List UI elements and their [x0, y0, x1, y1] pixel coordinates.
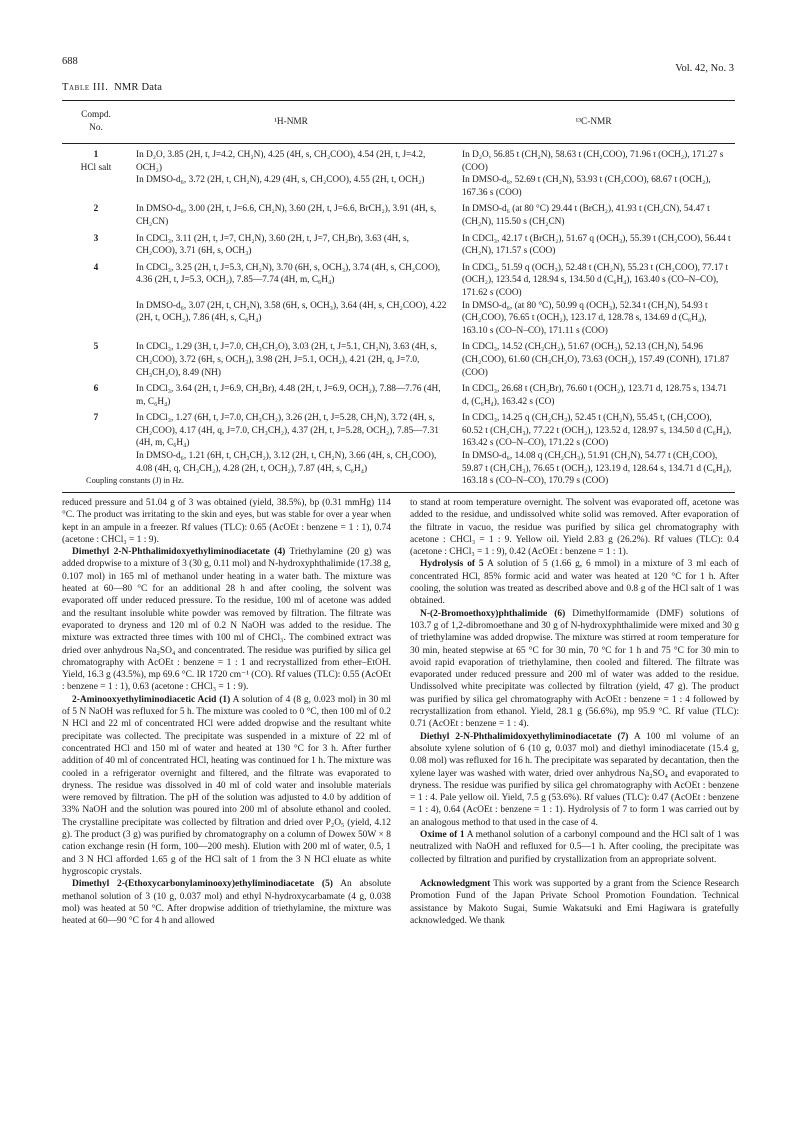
compound-number: 5	[93, 342, 99, 353]
compound-number-cell	[62, 337, 130, 379]
volume-label: Vol. 42, No. 3	[675, 63, 734, 74]
c-nmr-cell: In DMSO-d₆ (at 80 °C) 29.44 t (BrCH₂), 41.93 t (CH₂CN), 54.47 t (CH₂N), 115.50 s (CH₂CN)	[462, 204, 710, 227]
section-text: A methanol solution of a carbonyl compound and the HCl salt of 1 was neutralized with NaOH and refluxed for 0.5—1 h. After cooling, the precipitate was collected by filtration and purified by crystallization from an appropriate solvent.	[410, 830, 739, 865]
section-heading: Dimethyl 2-N-Phthalimidoxyethyliminodiacetate (4)	[72, 547, 286, 558]
section-heading: Hydrolysis of 5	[420, 559, 484, 570]
h-nmr-cell: In DMSO-d₆, 3.07 (2H, t, CH₂N), 3.58 (6H, s, OCH₃), 3.64 (4H, s, CH₂COO), 4.22 (2H, t, OCH₂), 7.86 (4H, s, C₆H₄)	[136, 300, 447, 324]
section-text: A solution of 5 (1.66 g, 6 mmol) in a mixture of 3 ml each of concentrated HCl, 85% formic acid and water was heated at 120 °C for 1 h. After cooling, the solution was treated as described above and 0.8 g of the HCl salt of 1 was obtained.	[410, 559, 740, 607]
compound-number: 2	[93, 204, 99, 215]
header-compd-line2: No.	[89, 123, 103, 133]
h-nmr-cell: In DMSO-d₆, 1.21 (6H, t, CH₃CH₂), 3.12 (2H, t, CH₂N), 3.66 (4H, s, CH₂COO), 4.08 (4H, q, CH₃CH₂), 4.28 (2H, t, OCH₂), 7.87 (4H, s, C₆H₄)	[130, 450, 452, 492]
compound-number-cell	[62, 450, 130, 492]
table-body	[62, 144, 735, 493]
compound-number: 6	[93, 384, 99, 395]
h-nmr-cell: In DMSO-d₆, 3.72 (2H, t, CH₂N), 4.29 (4H, s, CH₂COO), 4.55 (2H, t, OCH₂)	[136, 175, 425, 186]
table-row	[62, 258, 735, 300]
section-text: A solution of 4 (8 g, 0.023 mol) in 30 ml of 5 N NaOH was refluxed for 5 h. The mixture was cooled to 0 °C, then 100 ml of 0.2 N HCl and 22 ml of concentrated HCl were added dropwise and the resultant white precipitate was collected. The precipitate was suspended in a mixture of 22 ml of concentrated HCl and 150 ml of water and heated at 130 °C for 3 h. After further addition of 40 ml of concentrated HCl, heating was continued for 1 h. The mixture was cooled in a refrigerator overnight and filtered, and the filtrate was evaporated to dryness. The residue was dissolved in 40 ml of cold water and insoluble materials were removed by filtration. The pH of the solution was adjusted to 4.0 by addition of 33% NaOH and the solution was poured into 200 ml of absolute ethanol and cooled. The crystalline precipitate was collected by filtration and dried over P₂O₅ (yield, 4.12 g). The product (3 g) was purified by chromatography on a column of Dowex 50W × 8 cation exchange resin (H form, 100—200 mesh). Elution with 200 ml of water, 0.5, 1 and 3 N HCl afforded 1.65 g of the HCl salt of 1 from the 3 N HCl eluate as white hygroscopic crystals.	[62, 694, 392, 877]
c-nmr-cell: In CDCl₃, 14.52 (CH₃CH₂), 51.67 (OCH₃), 52.13 (CH₂N), 54.96 (CH₂COO), 61.60 (CH₃CH₂O), 73.63 (OCH₂), 157.49 (CONH), 171.87 (COO)	[462, 342, 730, 378]
section-5	[62, 878, 391, 927]
compound-number-cell	[62, 258, 130, 300]
table-row	[62, 174, 735, 199]
h-nmr-cell: In CDCl₃, 1.27 (6H, t, J=7.0, CH₃CH₂), 3.26 (2H, t, J=5.28, CH₂N), 3.72 (4H, s, CH₂COO), 4.17 (4H, q, J=7.0, CH₃CH₂), 4.37 (2H, t, J=5.28, OCH₂), 7.85—7.31 (4H, m, C₆H₄)	[136, 413, 439, 449]
h-nmr-cell: In DMSO-d₆, 3.00 (2H, t, J=6.6, CH₂N), 3.60 (2H, t, J=6.6, BrCH₂), 3.91 (4H, s, CH₂CN)	[136, 204, 437, 227]
h-nmr-cell: In CDCl₃, 1.29 (3H, t, J=7.0, CH₃CH₂O), 3.03 (2H, t, J=5.1, CH₂N), 3.63 (4H, s, CH₂COO), 3.72 (6H, s, OCH₃), 3.98 (2H, J=5.1, OCH₂), 4.21 (2H, q, J=7.0, CH₃CH₂O), 8.49 (NH)	[136, 342, 437, 378]
compound-number-cell	[62, 379, 130, 408]
section-heading: 2-Aminooxyethyliminodiacetic Acid (1)	[72, 694, 231, 705]
section-hydrolysis-5	[410, 558, 739, 607]
compound-number: 1	[93, 150, 99, 160]
c-nmr-cell: In DMSO-d₆, 14.08 q (CH₂CH₃), 51.91 (CH₂N), 54.77 t (CH₂COO), 59.87 t (CH₂CH₃), 76.65 t (OCH₂), 123.19 d, 128.64 s, 134.71 d (C₆H₄), 163.18 s (CO–N–CO), 170.79 s (COO)	[452, 450, 735, 492]
c-nmr-cell: In DMSO-d₆, (at 80 °C), 50.99 q (OCH₃), 52.34 t (CH₂N), 54.93 t (CH₂COO), 76.65 t (OCH₂), 123.17 d, 128.78 s, 134.69 d (C₆H₄), 163.10 s (CO–N–CO), 171.11 s (COO)	[462, 300, 708, 336]
table-row	[62, 199, 735, 228]
h-nmr-cell: In D₂O, 3.85 (2H, t, J=4.2, CH₂N), 4.25 (4H, s, CH₂COO), 4.54 (2H, t, J=4.2, OCH₂)	[136, 150, 426, 173]
c-nmr-cell: In D₂O, 56.85 t (CH₂N), 58.63 t (CH₂COO), 71.96 t (OCH₂), 171.27 s (COO)	[462, 150, 724, 173]
compound-number: 3	[93, 233, 99, 244]
section-text: A 100 ml volume of an absolute xylene solution of 6 (10 g, 0.037 mol) and diethyl iminodiacetate (15.4 g, 0.08 mol) was refluxed for 16 h. The precipitate was separated by decantation, then the xylene layer was washed with water, dried over anhydrous Na₂SO₄ and evaporated to dryness. The residue was purified by silica gel chromatography with AcOEt : benzene = 1 : 4. Pale yellow oil. Yield, 7.5 g (53.6%). Rf values (TLC): 0.47 (AcOEt : benzene = 1 : 4), 0.64 (AcOEt : benzene = 1 : 1). Hydrolysis of 7 to form 1 was carried out by an analogous method to that used in the case of 4.	[410, 731, 740, 828]
header-compd	[62, 101, 130, 144]
table-row	[62, 144, 735, 175]
page-number: 688	[62, 56, 78, 67]
compound-number-cell	[62, 300, 130, 338]
paragraph: to stand at room temperature overnight. The solvent was evaporated off, acetone was added to the residue, and undissolved white solid was removed. After evaporation of the filtrate in vacuo, the residue was purified by silica gel chromatography with acetone : CHCl₃ = 1 : 9. Yellow oil. Yield 2.83 g (26.2%). Rf values (TLC): 0.4 (acetone : CHCl₃ = 1 : 9), 0.42 (AcOEt : benzene = 1 : 1).	[410, 498, 739, 558]
compound-number: 4	[93, 262, 99, 273]
section-heading: N-(2-Bromoethoxy)phthalimide (6)	[420, 608, 566, 619]
table-caption-label: Table III.	[62, 82, 109, 93]
table-row	[62, 408, 735, 450]
c-nmr-cell: In CDCl₃, 14.25 q (CH₂CH₃), 52.45 t (CH₂N), 55.45 t, (CH₂COO), 60.52 t (CH₂CH₃), 77.22 t (OCH₂), 123.52 d, 128.97 s, 134.50 d (C₆H₄), 163.42 s (CO–N–CO), 171.22 s (COO)	[462, 413, 732, 449]
compound-number-cell	[62, 229, 130, 258]
section-6	[410, 608, 739, 731]
right-text-column	[410, 497, 739, 927]
table-row	[62, 300, 735, 338]
h-nmr-cell: In CDCl₃, 3.25 (2H, t, J=5.3, CH₂N), 3.70 (6H, s, OCH₃), 3.74 (4H, s, CH₂COO), 4.36 (2H, t, J=5.3, OCH₂), 7.85—7.74 (4H, m, C₆H₄)	[136, 262, 441, 286]
spacer	[410, 866, 739, 878]
h-nmr-cell: In CDCl₃, 3.64 (2H, t, J=6.9, CH₂Br), 4.48 (2H, t, J=6.9, OCH₂), 7.88—7.76 (4H, m, C₆H₄)	[136, 384, 441, 407]
compound-number-cell	[62, 174, 130, 199]
header-h-nmr: ¹H-NMR	[130, 101, 452, 144]
table-caption	[62, 82, 162, 93]
compound-number: 7	[93, 413, 99, 424]
compound-number-cell	[62, 199, 130, 228]
header-compd-line1: Compd.	[81, 110, 111, 121]
section-text: Dimethylformamide (DMF) solutions of 103.7 g of 1,2-dibromoethane and 30 g of N-hydroxyphthalimide were mixed and 30 g of triethylamine was added dropwise. The mixture was stirred at room temperature for 30 min, heated stepwise at 65 °C for 30 min, 70 °C for 1 h and 75 °C for 30 min to avoid rapid evaporation of triethylamine, then cooled and filtered. The filtrate was evaporated under reduced pressure and 200 ml of water was added to the residue. Undissolved white precipitate was collected by filtration (yield, 47 g). The product was purified by silica gel chromatography with AcOEt : benzene = 1 : 4 followed by recrystallization from ethanol. Yield, 28.1 g (56.6%), mp 95.9 °C. Rf value (TLC): 0.71 (AcOEt : benzene = 1 : 4).	[410, 608, 740, 730]
section-text: Triethylamine (20 g) was added dropwise to a mixture of 3 (30 g, 0.11 mol) and N-hydroxyphthalimide (17.38 g, 0.107 mol) in 165 ml of methanol under heating in a water bath. The mixture was heated at 60—80 °C for an additional 28 h and after cooling, the solvent was evaporated off under reduced pressure. To the residue, 100 ml of acetone was added and the resultant insoluble white powder was removed by filtration. The filtrate was evaporated to dryness and 120 ml of 0.2 N NaOH was added to the residue. The mixture was extracted three times with 100 ml of CHCl₃. The combined extract was dried over anhydrous Na₂SO₄ and concentrated. The residue was purified by silica gel chromatography with AcOEt : benzene = 1 : 1 and recrystallized from ether–EtOH. Yield, 16.3 g (43.5%), mp 69.6 °C. IR 1720 cm⁻¹ (CO). Rf values (TLC): 0.55 (AcOEt : benzene = 1 : 1), 0.63 (acetone : CHCl₃ = 1 : 9).	[62, 547, 392, 693]
nmr-table	[62, 100, 735, 493]
section-text: This work was supported by a grant from the Science Research Promotion Fund of the Japan Private School Promotion Foundation. Technical assistance by Makoto Sugai, Sumie Wakatsuki and Emi Hagiwara is gratefully acknowledged. We thank	[410, 878, 739, 926]
table-row	[62, 337, 735, 379]
compound-number-cell	[62, 408, 130, 450]
section-heading: Dimethyl 2-(Ethoxycarbonylaminooxy)ethyliminodiacetate (5)	[72, 879, 333, 890]
compound-salt-form: HCl salt	[80, 162, 112, 173]
c-nmr-cell: In DMSO-d₆, 52.69 t (CH₂N), 53.93 t (CH₂COO), 68.67 t (OCH₂), 167.36 s (COO)	[462, 175, 711, 198]
section-text: An absolute methanol solution of 3 (10 g, 0.037 mol) and ethyl N-hydroxycarbamate (4 g, 0.038 mol) was heated at 50 °C. After dropwise addition of triethylamine, the mixture was heated at 60—90 °C for 4 h and allowed	[62, 879, 391, 927]
left-text-column	[62, 497, 391, 927]
section-4	[62, 546, 391, 694]
table-row	[62, 450, 735, 492]
section-1	[62, 694, 391, 878]
section-acknowledgment	[410, 878, 739, 927]
table-header-row	[62, 101, 735, 144]
table-row	[62, 229, 735, 258]
section-heading: Oxime of 1	[420, 830, 465, 841]
h-nmr-cell: In CDCl₃, 3.11 (2H, t, J=7, CH₂N), 3.60 (2H, t, J=7, CH₂Br), 3.63 (4H, s, CH₂COO), 3.71 (6H, s, OCH₃)	[136, 233, 409, 257]
c-nmr-cell: In CDCl₃, 51.59 q (OCH₃), 52.48 t (CH₂N), 55.23 t (CH₂COO), 77.17 t (OCH₂), 123.54 d, 128.94 s, 134.50 d (C₆H₄), 163.40 s (CO–N–CO), 171.62 s (COO)	[462, 262, 729, 298]
compound-number-cell	[62, 144, 130, 175]
header-c-nmr: ¹³C-NMR	[452, 101, 735, 144]
c-nmr-cell: In CDCl₃, 42.17 t (BrCH₂), 51.67 q (OCH₃), 55.39 t (CH₂COO), 56.44 t (CH₂N), 171.57 s (COO)	[462, 233, 731, 257]
table-footnote: Coupling constants (J) in Hz.	[86, 476, 184, 485]
table-caption-text: NMR Data	[114, 82, 163, 93]
section-7	[410, 731, 739, 829]
section-heading: Diethyl 2-N-Phthalimidoxyethyliminodiacetate (7)	[420, 731, 629, 742]
section-oxime	[410, 829, 739, 866]
section-heading: Acknowledgment	[420, 878, 491, 889]
c-nmr-cell: In CDCl₃, 26.68 t (CH₂Br), 76.60 t (OCH₂), 123.71 d, 128.75 s, 134.71 d, (C₆H₄), 163.42 s (CO)	[462, 384, 727, 407]
table-row	[62, 379, 735, 408]
paragraph: reduced pressure and 51.04 g of 3 was obtained (yield, 38.5%), bp (0.31 mmHg) 114 °C. The product was irritating to the skin and eyes, but was stable for over a year when kept in an ampule in a freezer. Rf values (TLC): 0.65 (AcOEt : benzene = 1 : 1), 0.74 (acetone : CHCl₃ = 1 : 9).	[62, 498, 391, 545]
